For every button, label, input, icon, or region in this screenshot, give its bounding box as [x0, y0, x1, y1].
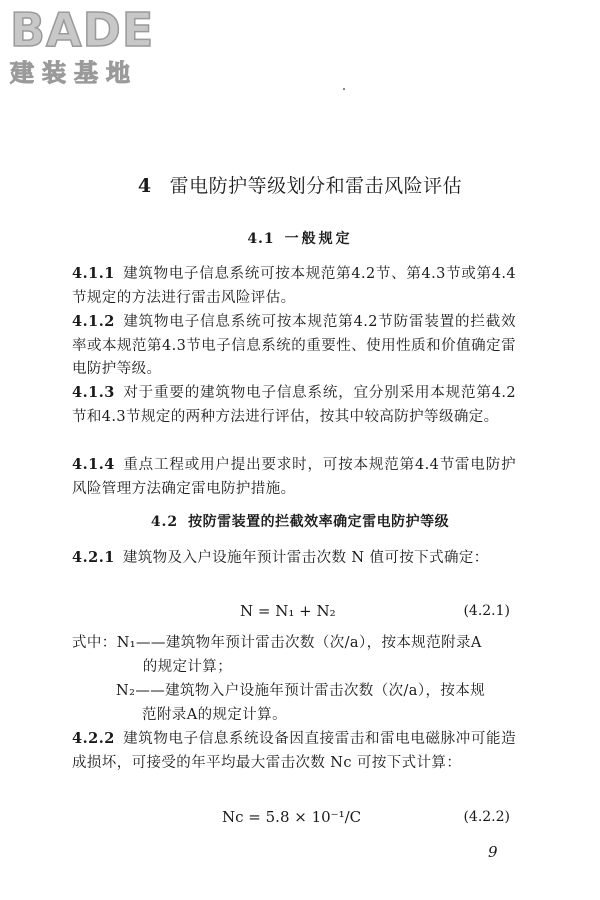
section-title: 按防雷装置的拦截效率确定雷电防护等级	[188, 514, 450, 530]
formula-4-2-1: N = N₁ + N₂	[240, 602, 336, 620]
definition-symbol: N₂	[116, 683, 136, 699]
clause-text: 建筑物电子信息系统设备因直接雷击和雷电电磁脉冲可能造成损坏，可接受的年平均最大雷击次数 Nc 可按下式计算：	[72, 731, 516, 771]
clause-number: 4.1.1	[72, 265, 115, 282]
logo-subtitle: 建装基地	[10, 59, 138, 87]
formula-number: (4.2.2)	[463, 809, 510, 825]
clause-number: 4.2.1	[72, 549, 115, 566]
clause-text: 建筑物电子信息系统可按本规范第4.2节防雷装置的拦截效率或本规范第4.3节电子信息系统的重要性、使用性质和价值确定雷电防护等级。	[72, 314, 516, 377]
chapter-title	[0, 173, 600, 199]
definition-text-line1: ——建筑物入户设施年预计雷击次数（次/a），按本规	[135, 683, 486, 699]
clause-text: 建筑物及入户设施年预计雷击次数 N 值可按下式确定：	[122, 550, 489, 566]
formula-number: (4.2.1)	[463, 603, 510, 619]
definition-lead: 式中：	[72, 635, 117, 651]
clause-text: 重点工程或用户提出要求时，可按本规范第4.4节雷电防护风险管理方法确定雷电防护措施。	[72, 457, 516, 497]
definition-text-line2: 的规定计算；	[142, 658, 233, 675]
clause-4-1-4	[72, 453, 516, 501]
definition-n1	[72, 632, 482, 679]
clause-4-2-1	[72, 546, 516, 571]
clause-text: 建筑物电子信息系统可按本规范第4.2节、第4.3节或第4.4节规定的方法进行雷击风险评估。	[72, 266, 516, 306]
definition-symbol: N₁	[116, 635, 137, 651]
page-number: 9	[488, 843, 498, 861]
clause-number: 4.1.4	[72, 456, 115, 473]
definition-n2	[116, 680, 485, 727]
logo-word: BADE	[10, 3, 155, 57]
clause-number: 4.1.3	[72, 384, 115, 401]
clause-4-1-2	[72, 310, 516, 382]
clause-text: 对于重要的建筑物电子信息系统，宜分别采用本规范第4.2节和4.3节规定的两种方法进行评估，按其中较高防护等级确定。	[72, 385, 516, 425]
scan-dot	[343, 88, 345, 90]
section-number: 4.1	[247, 231, 275, 247]
bade-logo	[10, 3, 180, 88]
clause-number: 4.1.2	[72, 313, 115, 330]
chapter-number: 4	[137, 175, 152, 197]
clause-number: 4.2.2	[72, 730, 115, 747]
section-title: 一般规定	[284, 231, 353, 247]
section-number: 4.2	[150, 514, 179, 530]
formula-4-2-2: Nc = 5.8 × 10⁻¹/C	[222, 808, 362, 826]
definition-text-line2: 范附录A的规定计算。	[142, 706, 287, 723]
section-heading-4-1	[0, 228, 600, 250]
section-heading-4-2	[0, 511, 600, 533]
clause-4-1-1	[72, 262, 516, 310]
clause-4-1-3	[72, 381, 516, 429]
clause-4-2-2	[72, 727, 516, 775]
definition-text-line1: ——建筑物年预计雷击次数（次/a），按本规范附录A	[136, 635, 482, 651]
chapter-title-text: 雷电防护等级划分和雷击风险评估	[169, 175, 463, 197]
